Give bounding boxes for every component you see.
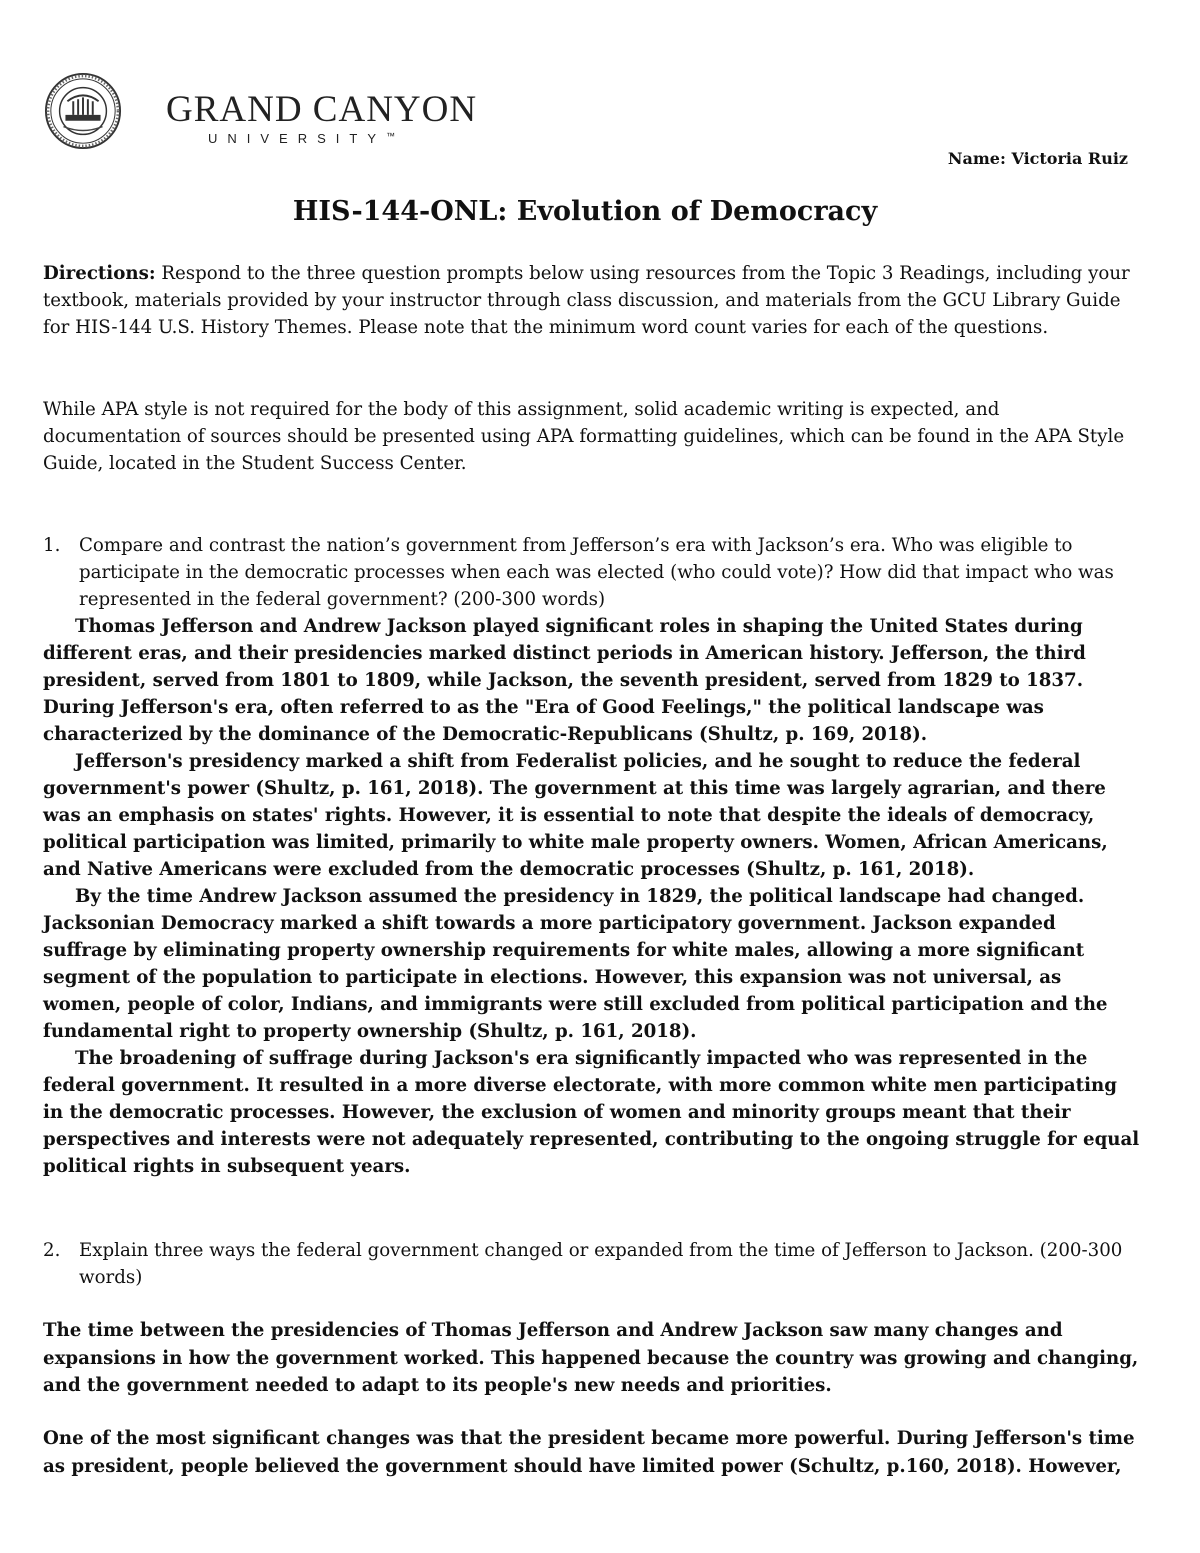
answer-paragraph: One of the most significant changes was that the president became more powerful. During Jefferson's time as president, people believed the government should have limited power (Schultz, p.160, 2018). However, [43,1428,1135,1477]
question-number: 1. [43,535,61,556]
question-1 [43,532,1143,613]
answer-paragraph: The broadening of suffrage during Jackson's era significantly impacted who was represented in the federal government. It resulted in a more diverse electorate, with more common white men participating in the democratic processes. However, the exclusion of women and minority groups meant that their perspectives and interests were not adequately represented, contributing to the ongoing struggle for equal political rights in subsequent years. [43,1048,1140,1177]
answer-paragraph: By the time Andrew Jackson assumed the presidency in 1829, the political landscape had changed. Jacksonian Democracy marked a shift towards a more participatory government. Jackson expanded suffrage by eliminating property ownership requirements for white males, allowing a more significant segment of the population to participate in elections. However, this expansion was not universal, as women, people of color, Indians, and immigrants were still excluded from political participation and the fundamental right to property ownership (Shultz, p. 161, 2018). [43,886,1108,1042]
directions-text: Respond to the three question prompts below using resources from the Topic 3 Readings, including your textbook, materials provided by your instructor through class discussion, and materials from the GCU Library Guide for HIS-144 U.S. History Themes. Please note that the minimum word count varies for each of the questions. [43,263,1130,338]
question-2 [43,1237,1143,1291]
answer-1 [43,613,1143,1180]
question-number: 2. [43,1240,61,1261]
directions-paragraph [43,260,1143,341]
page-title: HIS-144-ONL: Evolution of Democracy [292,196,878,227]
answer-paragraph: Jefferson's presidency marked a shift from Federalist policies, and he sought to reduce the federal government's power (Shultz, p. 161, 2018). The government at this time was largely agrarian, and there was an emphasis on states' rights. However, it is essential to note that despite the ideals of democracy, political participation was limited, primarily to white male property owners. Women, African Americans, and Native Americans were excluded from the democratic processes (Shultz, p. 161, 2018). [43,751,1108,880]
logo-wordmark: GRAND CANYON [166,89,478,130]
university-logo [40,66,478,156]
directions-label: Directions: [43,263,156,284]
logo-trademark: ™ [386,131,396,141]
student-name: Name: Victoria Ruiz [947,149,1128,168]
apa-note-paragraph: While APA style is not required for the body of this assignment, solid academic writing is expected, and documentation of sources should be presented using APA formatting guidelines, which can be found in the APA Style Guide, located in the Student Success Center. [43,399,1125,474]
answer-paragraph: Thomas Jefferson and Andrew Jackson played significant roles in shaping the United States during different eras, and their presidencies marked distinct periods in American history. Jefferson, the third president, served from 1801 to 1809, while Jackson, the seventh president, served from 1829 to 1837. During Jefferson's era, often referred to as the "Era of Good Feelings," the political landscape was characterized by the dominance of the Democratic-Republicans (Shultz, p. 169, 2018). [43,616,1086,745]
question-text: Compare and contrast the nation’s government from Jefferson’s era with Jackson’s era. Who was eligible to participate in the democratic processes when each was elected (who could vote)? How did that impact who was represented in the federal government? (200-300 words) [79,535,1114,610]
answer-paragraph: The time between the presidencies of Thomas Jefferson and Andrew Jackson saw many changes and expansions in how the government worked. This happened because the country was growing and changing, and the government needed to adapt to its people's new needs and priorities. [43,1320,1139,1396]
question-text: Explain three ways the federal government changed or expanded from the time of Jefferson to Jackson. (200-300 words) [79,1240,1123,1288]
university-seal-icon [44,72,122,150]
logo-subtext: UNIVERSITY™ [208,131,396,146]
